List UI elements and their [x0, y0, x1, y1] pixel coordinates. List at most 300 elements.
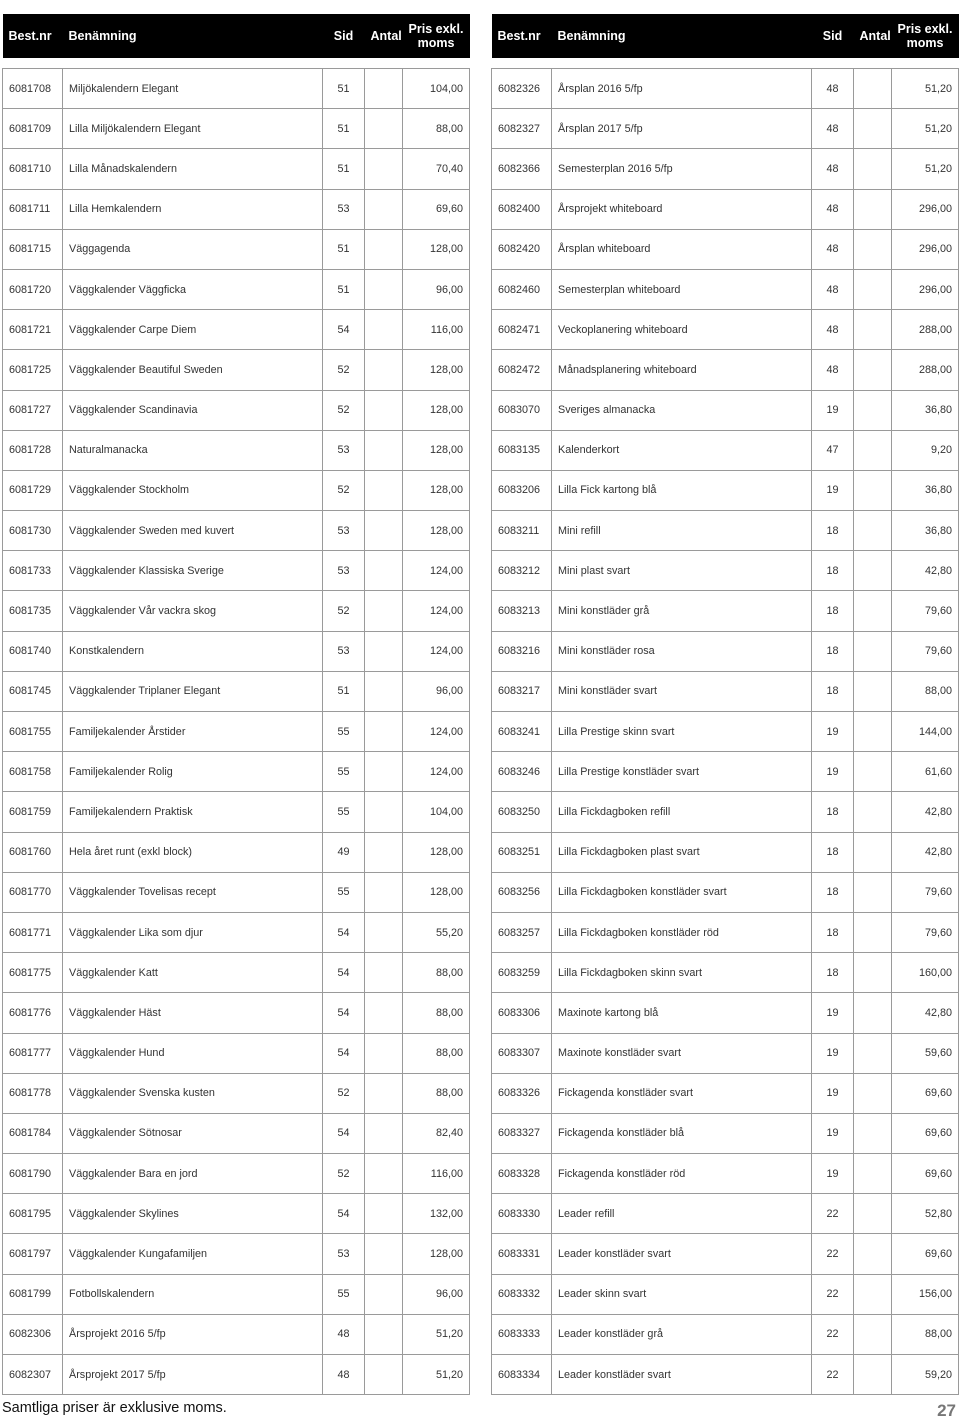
- cell-antal: [365, 109, 403, 149]
- table-row: [492, 1154, 959, 1194]
- table-row: [3, 350, 470, 390]
- cell-best-nr: 6082327: [492, 109, 552, 149]
- cell-pris: 96,00: [403, 671, 470, 711]
- cell-benamning: Årsprojekt 2016 5/fp: [63, 1314, 323, 1354]
- cell-antal: [365, 229, 403, 269]
- cell-sid: 52: [323, 1154, 365, 1194]
- cell-best-nr: 6083206: [492, 470, 552, 510]
- cell-pris: 124,00: [403, 712, 470, 752]
- cell-best-nr: 6083330: [492, 1194, 552, 1234]
- cell-sid: 18: [812, 792, 854, 832]
- cell-best-nr: 6081755: [3, 712, 63, 752]
- cell-benamning: Naturalmanacka: [63, 430, 323, 470]
- cell-antal: [854, 1314, 892, 1354]
- cell-pris: 59,60: [892, 1033, 959, 1073]
- cell-antal: [365, 912, 403, 952]
- cell-benamning: Väggagenda: [63, 229, 323, 269]
- cell-pris: 144,00: [892, 712, 959, 752]
- column-header-pris: Pris exkl. moms: [892, 14, 959, 58]
- cell-best-nr: 6081759: [3, 792, 63, 832]
- cell-best-nr: 6081709: [3, 109, 63, 149]
- cell-sid: 54: [323, 993, 365, 1033]
- cell-sid: 52: [323, 470, 365, 510]
- cell-pris: 88,00: [403, 1073, 470, 1113]
- cell-best-nr: 6083250: [492, 792, 552, 832]
- table-row: [3, 390, 470, 430]
- table-row: [492, 993, 959, 1033]
- table-row: [492, 872, 959, 912]
- table-row: [492, 390, 959, 430]
- cell-benamning: Lilla Hemkalendern: [63, 189, 323, 229]
- cell-sid: 54: [323, 912, 365, 952]
- cell-best-nr: 6081710: [3, 149, 63, 189]
- cell-antal: [365, 832, 403, 872]
- cell-pris: 128,00: [403, 350, 470, 390]
- cell-pris: 128,00: [403, 229, 470, 269]
- cell-best-nr: 6082307: [3, 1355, 63, 1395]
- cell-best-nr: 6081730: [3, 511, 63, 551]
- cell-best-nr: 6083334: [492, 1355, 552, 1395]
- cell-sid: 18: [812, 631, 854, 671]
- cell-antal: [854, 1274, 892, 1314]
- cell-sid: 19: [812, 1033, 854, 1073]
- column-header-sid: Sid: [323, 14, 365, 58]
- cell-sid: 18: [812, 551, 854, 591]
- cell-antal: [365, 149, 403, 189]
- cell-pris: 51,20: [892, 149, 959, 189]
- cell-pris: 69,60: [892, 1234, 959, 1274]
- cell-antal: [854, 1234, 892, 1274]
- table-row: [3, 430, 470, 470]
- cell-benamning: Lilla Prestige konstläder svart: [552, 752, 812, 792]
- column-header-best-nr: Best.nr: [3, 14, 63, 58]
- cell-pris: 88,00: [403, 1033, 470, 1073]
- cell-antal: [365, 470, 403, 510]
- table-row: [492, 350, 959, 390]
- table-row: [3, 229, 470, 269]
- cell-antal: [854, 993, 892, 1033]
- cell-best-nr: 6083257: [492, 912, 552, 952]
- price-table-right: [491, 14, 958, 1395]
- cell-antal: [854, 69, 892, 109]
- table-row: [492, 430, 959, 470]
- cell-sid: 55: [323, 872, 365, 912]
- cell-benamning: Lilla Fickdagboken konstläder svart: [552, 872, 812, 912]
- cell-antal: [854, 390, 892, 430]
- cell-antal: [854, 310, 892, 350]
- cell-benamning: Mini konstläder svart: [552, 671, 812, 711]
- cell-sid: 19: [812, 1113, 854, 1153]
- cell-benamning: Familjekalendern Praktisk: [63, 792, 323, 832]
- cell-antal: [854, 1033, 892, 1073]
- cell-pris: 69,60: [403, 189, 470, 229]
- cell-benamning: Väggkalender Stockholm: [63, 470, 323, 510]
- column-header-best-nr: Best.nr: [492, 14, 552, 58]
- cell-benamning: Fotbollskalendern: [63, 1274, 323, 1314]
- table-row: [3, 591, 470, 631]
- cell-sid: 48: [812, 149, 854, 189]
- table-row: [492, 912, 959, 952]
- cell-sid: 48: [812, 189, 854, 229]
- cell-sid: 22: [812, 1314, 854, 1354]
- cell-benamning: Leader refill: [552, 1194, 812, 1234]
- cell-pris: 51,20: [403, 1355, 470, 1395]
- column-header-sid: Sid: [812, 14, 854, 58]
- cell-benamning: Väggkalender Carpe Diem: [63, 310, 323, 350]
- table-row: [492, 631, 959, 671]
- cell-antal: [854, 470, 892, 510]
- cell-sid: 52: [323, 390, 365, 430]
- cell-best-nr: 6083251: [492, 832, 552, 872]
- cell-benamning: Lilla Prestige skinn svart: [552, 712, 812, 752]
- cell-pris: 124,00: [403, 591, 470, 631]
- cell-benamning: Sveriges almanacka: [552, 390, 812, 430]
- cell-sid: 52: [323, 350, 365, 390]
- cell-antal: [365, 430, 403, 470]
- table-row: [492, 470, 959, 510]
- cell-best-nr: 6081799: [3, 1274, 63, 1314]
- cell-best-nr: 6083256: [492, 872, 552, 912]
- cell-best-nr: 6081745: [3, 671, 63, 711]
- cell-benamning: Väggkalender Klassiska Sverige: [63, 551, 323, 591]
- cell-benamning: Hela året runt (exkl block): [63, 832, 323, 872]
- cell-pris: 51,20: [892, 109, 959, 149]
- cell-best-nr: 6082471: [492, 310, 552, 350]
- cell-sid: 22: [812, 1234, 854, 1274]
- table-row: [3, 671, 470, 711]
- cell-sid: 54: [323, 1194, 365, 1234]
- cell-best-nr: 6081729: [3, 470, 63, 510]
- cell-sid: 19: [812, 752, 854, 792]
- cell-pris: 128,00: [403, 872, 470, 912]
- cell-pris: 124,00: [403, 551, 470, 591]
- table-body: [492, 58, 959, 1395]
- cell-pris: 42,80: [892, 792, 959, 832]
- table-row: [3, 953, 470, 993]
- cell-best-nr: 6083213: [492, 591, 552, 631]
- cell-pris: 42,80: [892, 551, 959, 591]
- cell-sid: 48: [812, 109, 854, 149]
- table-row: [492, 1274, 959, 1314]
- cell-antal: [365, 1314, 403, 1354]
- table-row: [3, 269, 470, 309]
- table-row: [3, 1355, 470, 1395]
- cell-pris: 124,00: [403, 752, 470, 792]
- cell-benamning: Maxinote kartong blå: [552, 993, 812, 1033]
- cell-sid: 51: [323, 229, 365, 269]
- cell-best-nr: 6082400: [492, 189, 552, 229]
- table-row: [492, 1073, 959, 1113]
- cell-pris: 88,00: [403, 953, 470, 993]
- cell-best-nr: 6081770: [3, 872, 63, 912]
- cell-pris: 51,20: [892, 69, 959, 109]
- cell-best-nr: 6082306: [3, 1314, 63, 1354]
- cell-pris: 88,00: [892, 671, 959, 711]
- cell-pris: 104,00: [403, 792, 470, 832]
- cell-pris: 156,00: [892, 1274, 959, 1314]
- cell-benamning: Väggkalender Scandinavia: [63, 390, 323, 430]
- cell-sid: 51: [323, 149, 365, 189]
- cell-antal: [854, 350, 892, 390]
- cell-antal: [854, 1113, 892, 1153]
- cell-best-nr: 6082326: [492, 69, 552, 109]
- cell-benamning: Leader konstläder grå: [552, 1314, 812, 1354]
- table-row: [3, 1274, 470, 1314]
- cell-pris: 128,00: [403, 430, 470, 470]
- cell-best-nr: 6083070: [492, 390, 552, 430]
- cell-best-nr: 6082460: [492, 269, 552, 309]
- cell-sid: 47: [812, 430, 854, 470]
- cell-pris: 160,00: [892, 953, 959, 993]
- cell-best-nr: 6081777: [3, 1033, 63, 1073]
- cell-benamning: Familjekalender Rolig: [63, 752, 323, 792]
- cell-antal: [854, 792, 892, 832]
- cell-pris: 128,00: [403, 1234, 470, 1274]
- cell-best-nr: 6083216: [492, 631, 552, 671]
- cell-pris: 296,00: [892, 189, 959, 229]
- cell-sid: 54: [323, 953, 365, 993]
- cell-benamning: Väggkalender Kungafamiljen: [63, 1234, 323, 1274]
- table-row: [3, 712, 470, 752]
- cell-antal: [854, 1355, 892, 1395]
- cell-benamning: Lilla Fick kartong blå: [552, 470, 812, 510]
- cell-benamning: Fickagenda konstläder blå: [552, 1113, 812, 1153]
- cell-sid: 19: [812, 390, 854, 430]
- table-row: [3, 832, 470, 872]
- cell-benamning: Årsplan 2017 5/fp: [552, 109, 812, 149]
- table-row: [492, 752, 959, 792]
- cell-sid: 54: [323, 1033, 365, 1073]
- cell-antal: [854, 430, 892, 470]
- cell-pris: 288,00: [892, 310, 959, 350]
- cell-benamning: Årsprojekt whiteboard: [552, 189, 812, 229]
- cell-benamning: Väggkalender Triplaner Elegant: [63, 671, 323, 711]
- cell-best-nr: 6083327: [492, 1113, 552, 1153]
- cell-best-nr: 6083307: [492, 1033, 552, 1073]
- table-row: [3, 1073, 470, 1113]
- cell-sid: 48: [812, 350, 854, 390]
- cell-benamning: Väggkalender Häst: [63, 993, 323, 1033]
- price-table: [491, 14, 959, 1395]
- cell-antal: [854, 712, 892, 752]
- table-row: [492, 511, 959, 551]
- cell-sid: 55: [323, 1274, 365, 1314]
- cell-antal: [365, 1194, 403, 1234]
- cell-benamning: Väggkalender Väggficka: [63, 269, 323, 309]
- cell-pris: 79,60: [892, 912, 959, 952]
- cell-sid: 19: [812, 712, 854, 752]
- table-row: [492, 712, 959, 752]
- cell-pris: 296,00: [892, 269, 959, 309]
- table-row: [3, 470, 470, 510]
- cell-benamning: Leader skinn svart: [552, 1274, 812, 1314]
- cell-sid: 55: [323, 752, 365, 792]
- cell-best-nr: 6081733: [3, 551, 63, 591]
- cell-antal: [854, 591, 892, 631]
- cell-pris: 69,60: [892, 1113, 959, 1153]
- cell-benamning: Semesterplan 2016 5/fp: [552, 149, 812, 189]
- table-row: [492, 1234, 959, 1274]
- cell-pris: 128,00: [403, 470, 470, 510]
- table-row: [492, 69, 959, 109]
- cell-best-nr: 6081790: [3, 1154, 63, 1194]
- cell-benamning: Väggkalender Lika som djur: [63, 912, 323, 952]
- cell-sid: 18: [812, 511, 854, 551]
- cell-antal: [854, 631, 892, 671]
- cell-sid: 53: [323, 511, 365, 551]
- cell-sid: 53: [323, 430, 365, 470]
- cell-benamning: Semesterplan whiteboard: [552, 269, 812, 309]
- cell-benamning: Lilla Fickdagboken konstläder röd: [552, 912, 812, 952]
- cell-pris: 52,80: [892, 1194, 959, 1234]
- cell-benamning: Lilla Månadskalendern: [63, 149, 323, 189]
- table-row: [3, 1194, 470, 1234]
- table-row: [3, 872, 470, 912]
- table-row: [3, 551, 470, 591]
- cell-sid: 48: [323, 1314, 365, 1354]
- cell-pris: 88,00: [892, 1314, 959, 1354]
- cell-benamning: Väggkalender Tovelisas recept: [63, 872, 323, 912]
- cell-pris: 128,00: [403, 832, 470, 872]
- cell-sid: 51: [323, 109, 365, 149]
- table-row: [492, 551, 959, 591]
- price-table: [2, 14, 470, 1395]
- table-row: [3, 69, 470, 109]
- cell-pris: 61,60: [892, 752, 959, 792]
- page-number: 27: [937, 1401, 956, 1420]
- table-row: [3, 1033, 470, 1073]
- cell-antal: [854, 1154, 892, 1194]
- table-row: [492, 310, 959, 350]
- cell-best-nr: 6081784: [3, 1113, 63, 1153]
- table-row: [3, 1234, 470, 1274]
- cell-antal: [365, 390, 403, 430]
- cell-best-nr: 6081735: [3, 591, 63, 631]
- cell-sid: 22: [812, 1194, 854, 1234]
- cell-benamning: Miljökalendern Elegant: [63, 69, 323, 109]
- column-header-antal: Antal: [365, 14, 403, 58]
- cell-sid: 18: [812, 953, 854, 993]
- cell-best-nr: 6082420: [492, 229, 552, 269]
- cell-best-nr: 6081721: [3, 310, 63, 350]
- cell-pris: 55,20: [403, 912, 470, 952]
- cell-pris: 69,60: [892, 1154, 959, 1194]
- table-body: [3, 58, 470, 1395]
- cell-antal: [365, 1154, 403, 1194]
- cell-antal: [365, 69, 403, 109]
- cell-sid: 53: [323, 551, 365, 591]
- cell-pris: 79,60: [892, 591, 959, 631]
- cell-benamning: Konstkalendern: [63, 631, 323, 671]
- table-row: [3, 993, 470, 1033]
- cell-antal: [365, 269, 403, 309]
- cell-pris: 36,80: [892, 511, 959, 551]
- cell-antal: [365, 1033, 403, 1073]
- cell-best-nr: 6081727: [3, 390, 63, 430]
- cell-pris: 79,60: [892, 872, 959, 912]
- cell-best-nr: 6081728: [3, 430, 63, 470]
- cell-sid: 53: [323, 1234, 365, 1274]
- cell-best-nr: 6081758: [3, 752, 63, 792]
- table-row: [3, 109, 470, 149]
- cell-best-nr: 6081715: [3, 229, 63, 269]
- cell-antal: [854, 953, 892, 993]
- cell-sid: 19: [812, 470, 854, 510]
- cell-best-nr: 6081775: [3, 953, 63, 993]
- cell-benamning: Årsplan 2016 5/fp: [552, 69, 812, 109]
- cell-pris: 116,00: [403, 310, 470, 350]
- cell-antal: [854, 551, 892, 591]
- cell-pris: 51,20: [403, 1314, 470, 1354]
- table-row: [3, 1113, 470, 1153]
- cell-benamning: Väggkalender Bara en jord: [63, 1154, 323, 1194]
- cell-benamning: Väggkalender Svenska kusten: [63, 1073, 323, 1113]
- cell-benamning: Årsprojekt 2017 5/fp: [63, 1355, 323, 1395]
- cell-antal: [854, 511, 892, 551]
- table-row: [3, 912, 470, 952]
- cell-benamning: Mini konstläder rosa: [552, 631, 812, 671]
- cell-sid: 48: [812, 69, 854, 109]
- cell-antal: [365, 551, 403, 591]
- table-row: [3, 1314, 470, 1354]
- cell-best-nr: 6083332: [492, 1274, 552, 1314]
- column-header-benamning: Benämning: [552, 14, 812, 58]
- table-row: [3, 310, 470, 350]
- cell-benamning: Lilla Fickdagboken plast svart: [552, 832, 812, 872]
- cell-antal: [854, 912, 892, 952]
- table-row: [492, 792, 959, 832]
- cell-benamning: Kalenderkort: [552, 430, 812, 470]
- cell-pris: 116,00: [403, 1154, 470, 1194]
- column-header-antal: Antal: [854, 14, 892, 58]
- cell-antal: [365, 872, 403, 912]
- cell-sid: 18: [812, 872, 854, 912]
- cell-antal: [854, 671, 892, 711]
- cell-pris: 69,60: [892, 1073, 959, 1113]
- cell-antal: [854, 832, 892, 872]
- table-row: [492, 269, 959, 309]
- table-row: [492, 1314, 959, 1354]
- cell-benamning: Mini konstläder grå: [552, 591, 812, 631]
- cell-antal: [854, 269, 892, 309]
- cell-antal: [365, 792, 403, 832]
- cell-pris: 128,00: [403, 511, 470, 551]
- cell-benamning: Mini refill: [552, 511, 812, 551]
- cell-sid: 51: [323, 269, 365, 309]
- cell-best-nr: 6081797: [3, 1234, 63, 1274]
- table-row: [3, 189, 470, 229]
- table-row: [492, 1113, 959, 1153]
- cell-antal: [365, 1073, 403, 1113]
- cell-best-nr: 6083331: [492, 1234, 552, 1274]
- table-row: [492, 1355, 959, 1395]
- cell-best-nr: 6081720: [3, 269, 63, 309]
- table-header-row: [492, 14, 959, 58]
- cell-sid: 51: [323, 671, 365, 711]
- cell-antal: [854, 149, 892, 189]
- cell-best-nr: 6083333: [492, 1314, 552, 1354]
- table-row: [492, 189, 959, 229]
- table-row: [492, 591, 959, 631]
- cell-sid: 54: [323, 310, 365, 350]
- cell-antal: [365, 752, 403, 792]
- cell-antal: [365, 993, 403, 1033]
- cell-best-nr: 6083246: [492, 752, 552, 792]
- cell-benamning: Maxinote konstläder svart: [552, 1033, 812, 1073]
- cell-pris: 36,80: [892, 470, 959, 510]
- footer-note: Samtliga priser är exklusive moms.: [2, 1400, 227, 1416]
- cell-sid: 49: [323, 832, 365, 872]
